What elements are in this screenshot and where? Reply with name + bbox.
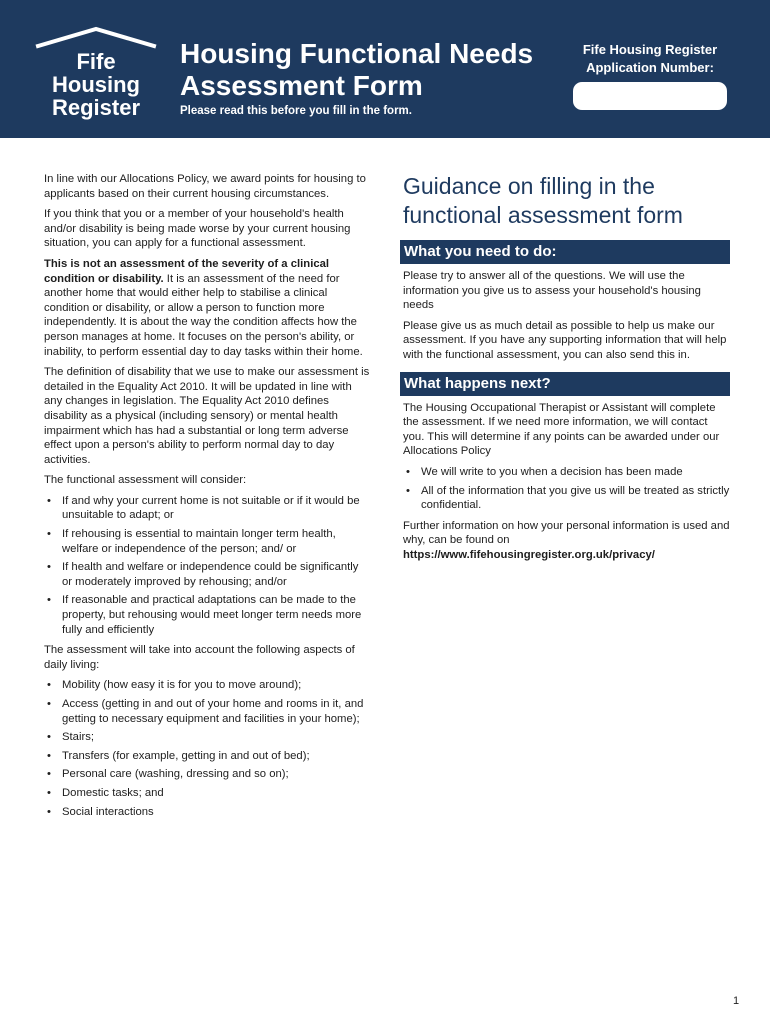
list-item: • If reasonable and practical adaptations can be made to the property, but rehousing would meet longer term needs more fully and efficiently [44, 593, 370, 637]
appno-label-line-1: Fife Housing Register [582, 42, 718, 57]
next-steps-list [403, 465, 730, 513]
list-item: • Personal care (washing, dressing and so on); [44, 767, 370, 782]
aspects-intro: The assessment will take into account the following aspects of daily living: [44, 644, 355, 671]
page-title [180, 38, 570, 102]
detail-paragraph: Please give us as much detail as possible to help us make our assessment. If you have any supporting information that will help with the functional assessment, you can also send this in. [403, 319, 727, 361]
list-item: • If health and welfare or independence could be significantly or moderately improved by rehousing; and/or [44, 560, 370, 589]
privacy-paragraph [403, 519, 730, 563]
intro-paragraph: In line with our Allocations Policy, we award points for housing to applicants based on their current housing circumstances. [44, 173, 366, 200]
appno-label-line-2: Application Number: [586, 60, 714, 75]
logo-line-2: Housing [52, 72, 140, 97]
what-happens-next-heading: What happens next? [400, 372, 730, 396]
list-item: • All of the information that you give us will be treated as strictly confidential. [403, 484, 730, 513]
consider-list [44, 494, 370, 637]
page-number: 1 [733, 995, 740, 1007]
page-subtitle: Please read this before you fill in the form. [180, 105, 412, 117]
privacy-text: Further information on how your personal information is used and why, can be found on [403, 519, 730, 547]
assessment-scope-text: It is an assessment of the need for another home that would either help to stabilise a clinical condition or disability, or allow a person to function more independently. It is about the way the condition affects how the person manages at home. It focuses on the person's ability, or inability, to perform essential day to day tasks within their home. [44, 272, 363, 358]
list-item: • If and why your current home is not suitable or if it would be unsuitable to adapt; or [44, 494, 370, 523]
title-line-2: Assessment Form [180, 70, 423, 101]
what-you-need-heading: What you need to do: [400, 240, 730, 264]
answer-questions-paragraph: Please try to answer all of the questions. We will use the information you give us to assess your household's housing needs [403, 270, 701, 312]
list-item: • Stairs; [44, 730, 370, 745]
guidance-title: Guidance on filling in the functional assessment form [403, 173, 683, 228]
logo-line-1: Fife [76, 49, 116, 74]
list-item: • Domestic tasks; and [44, 786, 370, 801]
left-column [44, 172, 370, 825]
list-item: • Transfers (for example, getting in and out of bed); [44, 749, 370, 764]
application-number-field[interactable] [573, 82, 727, 110]
title-line-1: Housing Functional Needs [180, 38, 534, 69]
fife-housing-register-logo [34, 26, 158, 118]
list-item: • We will write to you when a decision has been made [403, 465, 730, 480]
consider-intro: The functional assessment will consider: [44, 474, 247, 487]
assessment-scope-paragraph [44, 257, 370, 359]
privacy-link[interactable]: https://www.fifehousingregister.org.uk/privacy/ [403, 548, 655, 561]
right-column [400, 172, 730, 569]
logo-text [34, 50, 158, 119]
application-number-label [568, 41, 732, 77]
eligibility-paragraph: If you think that you or a member of your household's health and/or disability is being made worse by your current housing situation, you can apply for a functional assessment. [44, 208, 351, 250]
next-steps-paragraph: The Housing Occupational Therapist or Assistant will complete the assessment. If we need more information, we will contact you. This will determine if any points can be awarded under our Allocations Policy [403, 401, 720, 458]
list-item: • Access (getting in and out of your home and rooms in it, and getting to necessary equipment and facilities in your home); [44, 697, 370, 726]
header-banner [0, 0, 770, 138]
list-item: • If rehousing is essential to maintain longer term health, welfare or independence of the person; and/ or [44, 527, 370, 556]
disability-definition-paragraph: The definition of disability that we use to make our assessment is detailed in the Equality Act 2010. It will be updated in line with any changes in legislation. The Equality Act 2010 defines disability as a physical (including sensory) or mental health impairment which has had a substantial or long term adverse effect upon a person's ability to perform normal day to day activities. [44, 366, 370, 466]
list-item: • Social interactions [44, 805, 370, 820]
logo-line-3: Register [51, 95, 141, 120]
aspects-list [44, 678, 370, 819]
list-item: • Mobility (how easy it is for you to move around); [44, 678, 370, 693]
assessment-scope-bold: This is not an assessment of the severity of a clinical condition or disability. [44, 257, 330, 285]
